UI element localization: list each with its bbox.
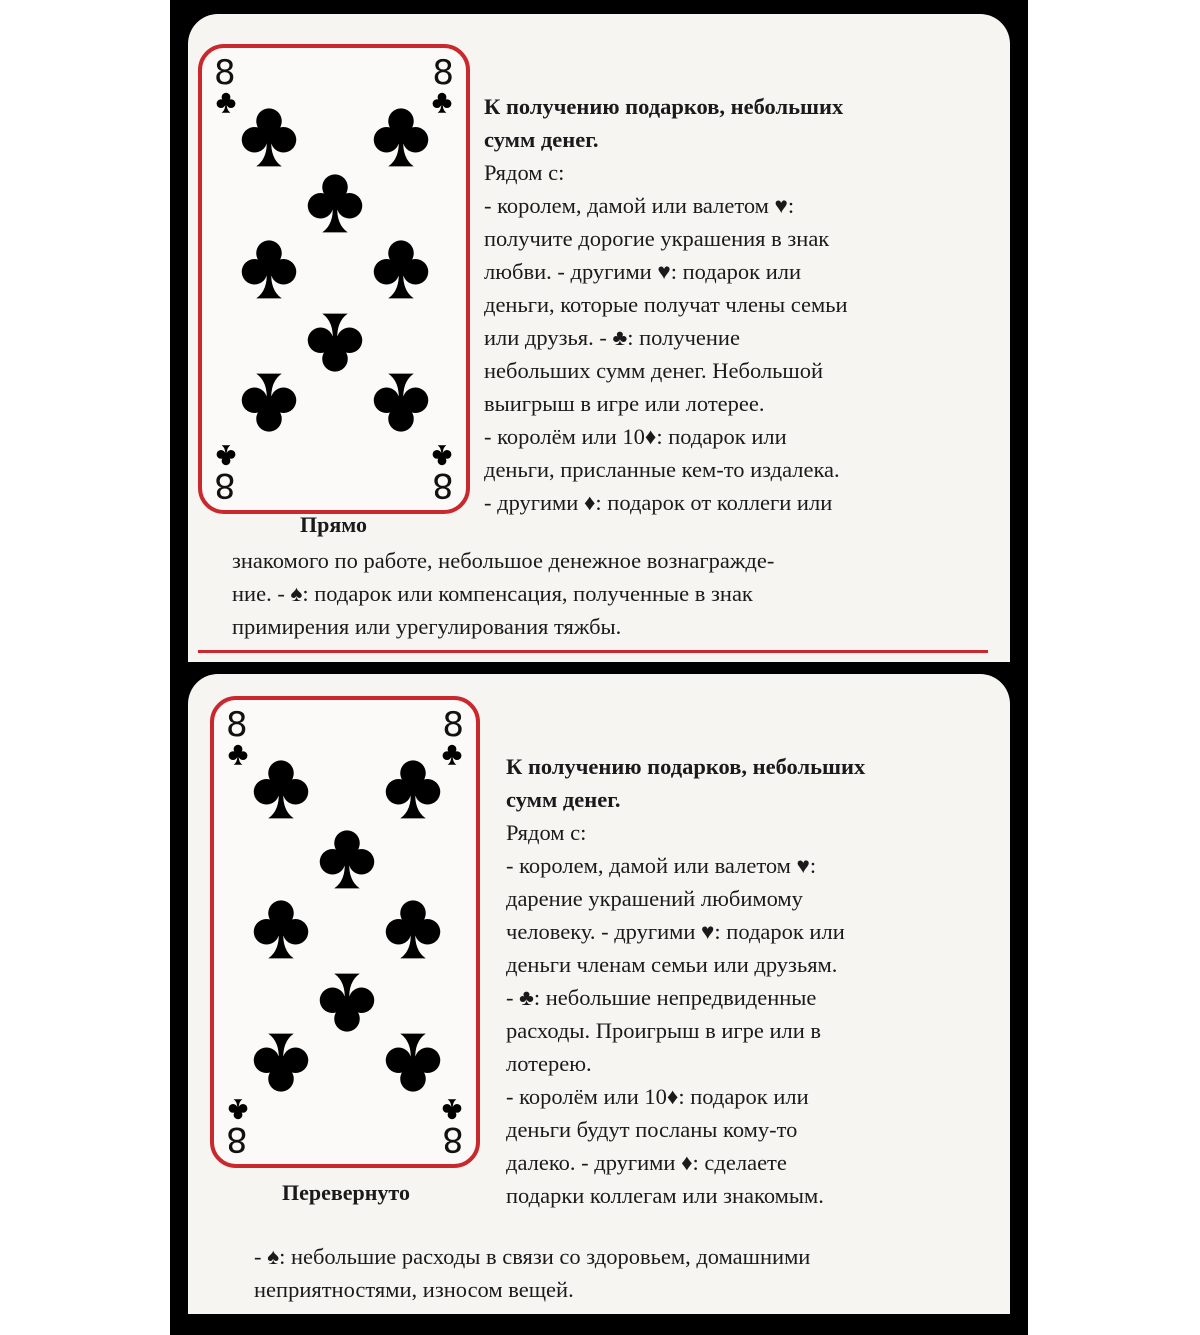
club-icon: [432, 92, 452, 114]
text-line: - ♠: небольшие расходы в связи со здоровьем, домашними: [254, 1244, 811, 1269]
text-line: далеко. - другими ♦: сделаете: [506, 1150, 787, 1175]
text-line: знакомого по работе, небольшое денежное вознагражде-: [232, 548, 775, 573]
club-icon: [442, 744, 462, 766]
text-line: ние. - ♠: подарок или компенсация, полученные в знак: [232, 581, 753, 606]
description-full: [254, 1240, 810, 1306]
text-line: любви. - другими ♥: подарок или: [484, 259, 802, 284]
club-icon: [240, 370, 298, 434]
club-icon: [228, 744, 248, 766]
club-icon: [384, 758, 442, 822]
club-icon: [442, 1098, 462, 1120]
text-line: выигрыш в игре или лотерее.: [484, 391, 765, 416]
title-line: сумм денег.: [506, 787, 621, 812]
card-caption: Перевернуто: [282, 1180, 410, 1205]
text-line: деньги будут посланы кому-то: [506, 1117, 798, 1142]
red-underline: [198, 650, 988, 653]
reversed-panel: [188, 674, 1010, 1314]
club-icon: [252, 1030, 310, 1094]
playing-card-upright: [198, 44, 470, 514]
club-icon: [228, 1098, 248, 1120]
text-line: дарение украшений любимому: [506, 886, 803, 911]
text-line: неприятностями, износом вещей.: [254, 1277, 574, 1302]
title-line: К получению подарков, небольших: [506, 754, 866, 779]
text-line: или друзья. - ♣: получение: [484, 325, 740, 350]
rank-bottom-left: 8: [226, 1119, 248, 1159]
club-icon: [216, 92, 236, 114]
club-icon: [240, 238, 298, 302]
rank-top-right: 8: [442, 705, 464, 745]
description-full: [232, 544, 774, 643]
text-line: - королём или 10♦: подарок или: [484, 424, 787, 449]
upright-panel: [188, 14, 1010, 662]
text-line: деньги, присланные кем-то издалека.: [484, 457, 840, 482]
text-line: человеку. - другими ♥: подарок или: [506, 919, 845, 944]
club-icon: [318, 828, 376, 892]
club-icon: [252, 758, 310, 822]
text-line: расходы. Проигрыш в игре или в: [506, 1018, 822, 1043]
text-line: - королем, дамой или валетом ♥:: [484, 193, 795, 218]
card-caption: Прямо: [300, 512, 367, 537]
rank-bottom-right: 8: [442, 1119, 464, 1159]
club-icon: [306, 172, 364, 236]
text-line: лотерею.: [506, 1051, 592, 1076]
rank-bottom-left: 8: [214, 465, 236, 505]
text-line: - королем, дамой или валетом ♥:: [506, 853, 817, 878]
text-line: Рядом с:: [484, 160, 565, 185]
text-line: - другими ♦: подарок от коллеги или: [484, 490, 833, 515]
text-line: - ♣: небольшие непредвиденные: [506, 985, 817, 1010]
text-line: примирения или урегулирования тяжбы.: [232, 614, 622, 639]
playing-card-reversed: [210, 696, 480, 1168]
description-side: [506, 750, 865, 1212]
club-icon: [372, 238, 430, 302]
club-icon: [372, 106, 430, 170]
rank-top-right: 8: [432, 53, 454, 93]
club-icon: [216, 444, 236, 466]
club-icon: [384, 898, 442, 962]
text-line: получите дорогие украшения в знак: [484, 226, 830, 251]
title-line: К получению подарков, небольших: [484, 94, 844, 119]
club-icon: [372, 370, 430, 434]
text-line: подарки коллегам или знакомым.: [506, 1183, 824, 1208]
rank-bottom-right: 8: [432, 465, 454, 505]
text-line: деньги, которые получат члены семьи: [484, 292, 848, 317]
text-line: Рядом с:: [506, 820, 587, 845]
description-side: [484, 90, 848, 519]
club-icon: [432, 444, 452, 466]
rank-top-left: 8: [226, 705, 248, 745]
rank-top-left: 8: [214, 53, 236, 93]
title-line: сумм денег.: [484, 127, 599, 152]
text-line: - королём или 10♦: подарок или: [506, 1084, 809, 1109]
club-icon: [384, 1030, 442, 1094]
club-icon: [240, 106, 298, 170]
club-icon: [306, 310, 364, 374]
text-line: деньги членам семьи или друзьям.: [506, 952, 838, 977]
club-icon: [318, 970, 376, 1034]
text-line: небольших сумм денег. Небольшой: [484, 358, 824, 383]
club-icon: [252, 898, 310, 962]
